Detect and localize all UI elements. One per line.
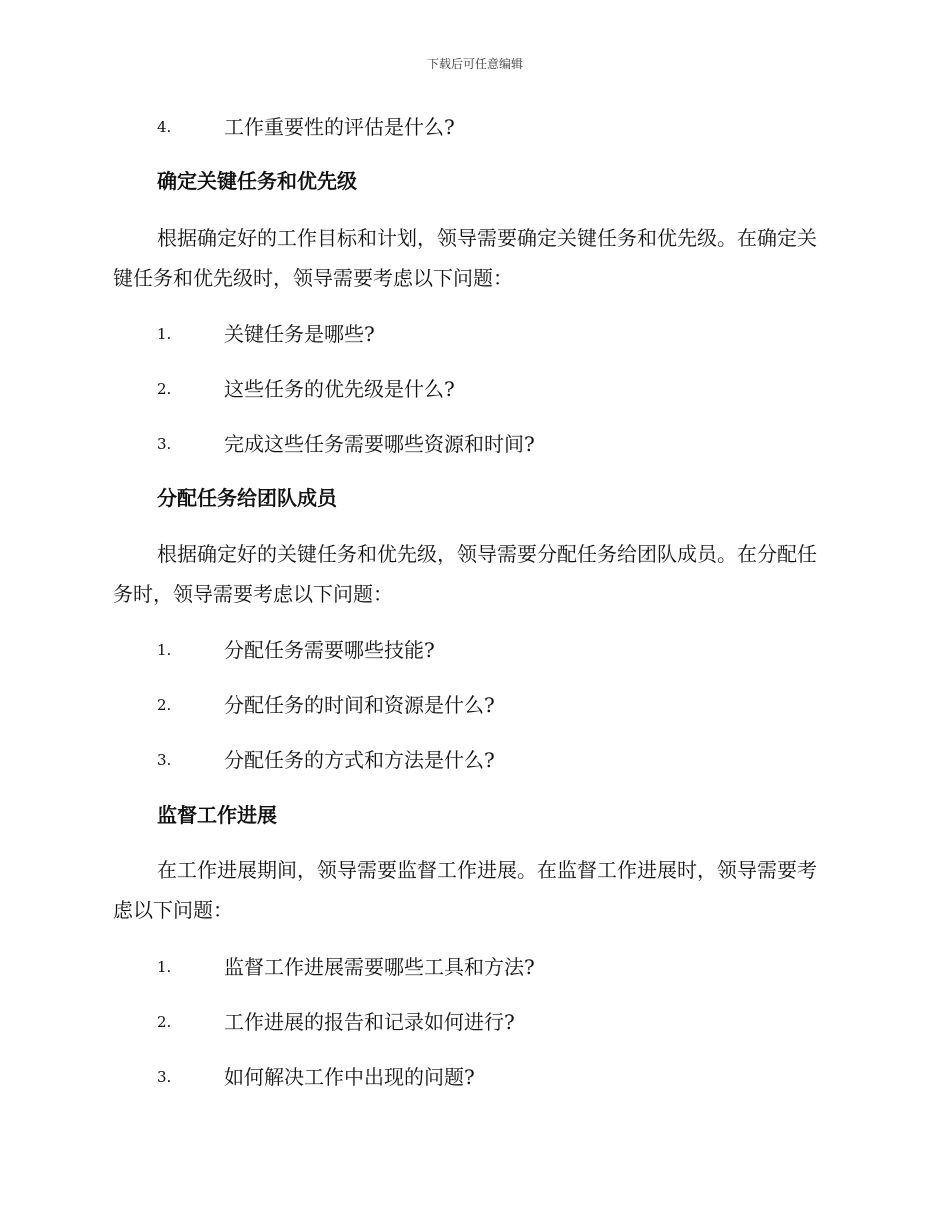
list-item-text: 工作进展的报告和记录如何进行? <box>224 1010 515 1034</box>
list-item <box>0 690 950 720</box>
list-item <box>0 635 950 665</box>
page-header: 下载后可任意编辑 <box>426 57 523 71</box>
list-item-text: 工作重要性的评估是什么? <box>224 115 455 139</box>
section-paragraph <box>113 850 833 930</box>
list-item-text: 分配任务需要哪些技能? <box>224 638 435 662</box>
list-item <box>0 429 950 459</box>
list-item-number: 3. <box>157 751 172 769</box>
list-item <box>0 952 950 982</box>
list-item-text: 这些任务的优先级是什么? <box>224 377 455 401</box>
list-item-number: 2. <box>157 1013 172 1031</box>
list-item <box>0 319 950 349</box>
list-item-number: 1. <box>157 641 172 659</box>
list-item-text: 分配任务的时间和资源是什么? <box>224 693 495 717</box>
list-item-number: 2. <box>157 380 172 398</box>
section-heading: 分配任务给团队成员 <box>157 486 337 510</box>
list-item <box>0 745 950 775</box>
list-item-number: 2. <box>157 696 172 714</box>
section-paragraph <box>113 534 833 614</box>
list-item-text: 完成这些任务需要哪些资源和时间? <box>224 432 535 456</box>
section-paragraph-text: 根据确定好的工作目标和计划，领导需要确定关键任务和优先级。在确定关键任务和优先级时，领导需要考虑以下问题： <box>113 226 817 290</box>
list-item-number: 1. <box>157 325 172 343</box>
list-item <box>0 112 950 142</box>
list-item-number: 3. <box>157 435 172 453</box>
list-item-text: 监督工作进展需要哪些工具和方法? <box>224 955 535 979</box>
section-paragraph <box>113 218 833 298</box>
list-item-text: 关键任务是哪些? <box>224 322 375 346</box>
list-item-number: 4. <box>157 118 172 136</box>
list-item <box>0 1062 950 1092</box>
list-item-text: 分配任务的方式和方法是什么? <box>224 748 495 772</box>
list-item <box>0 1007 950 1037</box>
list-item-number: 3. <box>157 1068 172 1086</box>
section-paragraph-text: 根据确定好的关键任务和优先级，领导需要分配任务给团队成员。在分配任务时，领导需要考虑以下问题： <box>113 542 817 606</box>
section-paragraph-text: 在工作进展期间，领导需要监督工作进展。在监督工作进展时，领导需要考虑以下问题： <box>113 858 817 922</box>
list-item <box>0 374 950 404</box>
list-item-text: 如何解决工作中出现的问题? <box>224 1065 475 1089</box>
section-heading: 确定关键任务和优先级 <box>157 169 357 193</box>
list-item-number: 1. <box>157 958 172 976</box>
section-heading: 监督工作进展 <box>157 803 277 827</box>
